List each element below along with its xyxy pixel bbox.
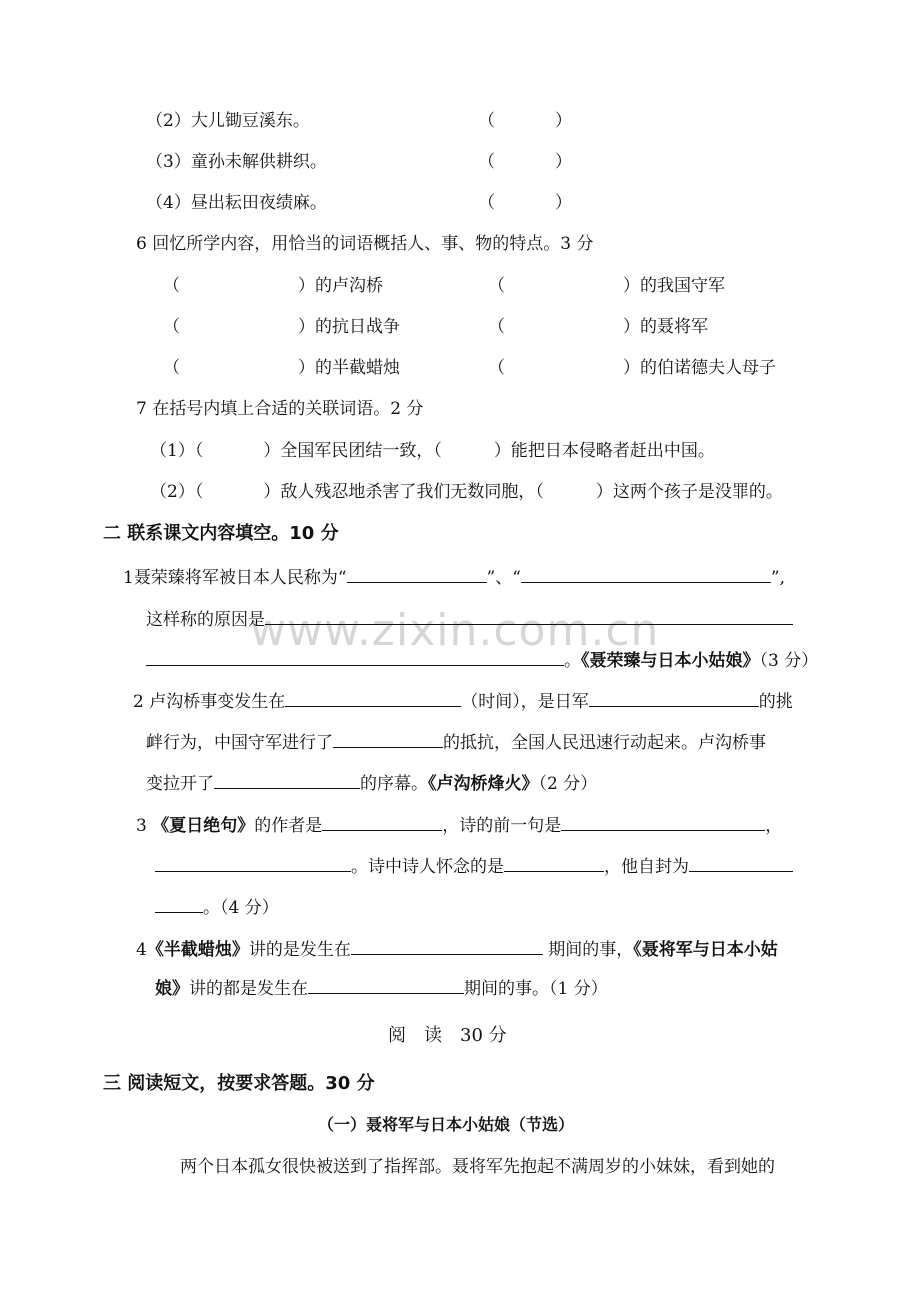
reading-title: 阅 读 30 分 [388, 1025, 507, 1046]
q6-blank-3[interactable]: （ ）的抗日战争 [163, 317, 400, 337]
q7-line-2[interactable]: （2）（ ）敌人残忍地杀害了我们无数同胞，（ ）这两个孩子是没罪的。 [150, 482, 783, 502]
q5-answer-paren-2[interactable]: （ ） [478, 111, 572, 131]
q5-item-3: （3）童孙未解供耕织。 [146, 152, 327, 172]
watermark: www.zixin.com.cn [250, 605, 660, 656]
q6-blank-2[interactable]: （ ）的我国守军 [488, 276, 725, 296]
s2-q3-line-1[interactable]: 3 《夏日绝句》的作者是 ，诗的前一句是 ， [136, 813, 782, 837]
section-3-heading: 三 阅读短文，按要求答题。30 分 [103, 1073, 375, 1094]
s2-q2-line-2[interactable]: 衅行为，中国守军进行了 的抵抗，全国人民迅速行动起来。卢沟桥事 [146, 730, 766, 754]
s2-q2-line-3[interactable]: 变拉开了 的序幕。《卢沟桥烽火》（2 分） [146, 771, 597, 795]
section-2-heading: 二 联系课文内容填空。10 分 [103, 523, 339, 544]
s2-q1-line-1[interactable]: 1聂荣臻将军被日本人民称为“ ”、“ ”, [123, 565, 785, 589]
s2-q4-line-2[interactable]: 娘》讲的都是发生在 期间的事。（1 分） [155, 976, 608, 1000]
q5-item-2: （2）大儿锄豆溪东。 [146, 111, 310, 131]
q6-blank-6[interactable]: （ ）的伯诺德夫人母子 [488, 358, 776, 378]
passage-paragraph: 两个日本孤女很快被送到了指挥部。聂将军先抱起不满周岁的小妹妹，看到她的 [180, 1157, 775, 1177]
passage-title: （一）聂将军与日本小姑娘（节选） [318, 1115, 575, 1134]
s2-q1-line-3[interactable]: 。《聂荣臻与日本小姑娘》（3 分） [146, 648, 818, 672]
s2-q3-line-2[interactable]: 。诗中诗人怀念的是 ，他自封为 [155, 854, 793, 878]
s2-q2-line-1[interactable]: 2 卢沟桥事变发生在 （时间），是日军 的挑 [133, 689, 793, 713]
q5-item-4: （4）昼出耘田夜绩麻。 [146, 193, 327, 213]
q5-answer-paren-4[interactable]: （ ） [478, 193, 572, 213]
q6-blank-4[interactable]: （ ）的聂将军 [488, 317, 708, 337]
q6-blank-5[interactable]: （ ）的半截蜡烛 [163, 358, 400, 378]
s2-q1-line-2[interactable]: 这样称的原因是 [146, 607, 793, 631]
q7-title: 7 在括号内填上合适的关联词语。2 分 [136, 399, 424, 419]
q6-title: 6 回忆所学内容，用恰当的词语概括人、事、物的特点。3 分 [136, 234, 594, 254]
s2-q4-line-1[interactable]: 4《半截蜡烛》讲的是发生在 期间的事，《聂将军与日本小姑 [136, 937, 778, 961]
q6-blank-1[interactable]: （ ）的卢沟桥 [163, 276, 383, 296]
q7-line-1[interactable]: （1）（ ）全国军民团结一致，（ ）能把日本侵略者赶出中国。 [150, 441, 715, 461]
q5-answer-paren-3[interactable]: （ ） [478, 152, 572, 172]
s2-q3-line-3[interactable]: 。（4 分） [155, 895, 279, 919]
